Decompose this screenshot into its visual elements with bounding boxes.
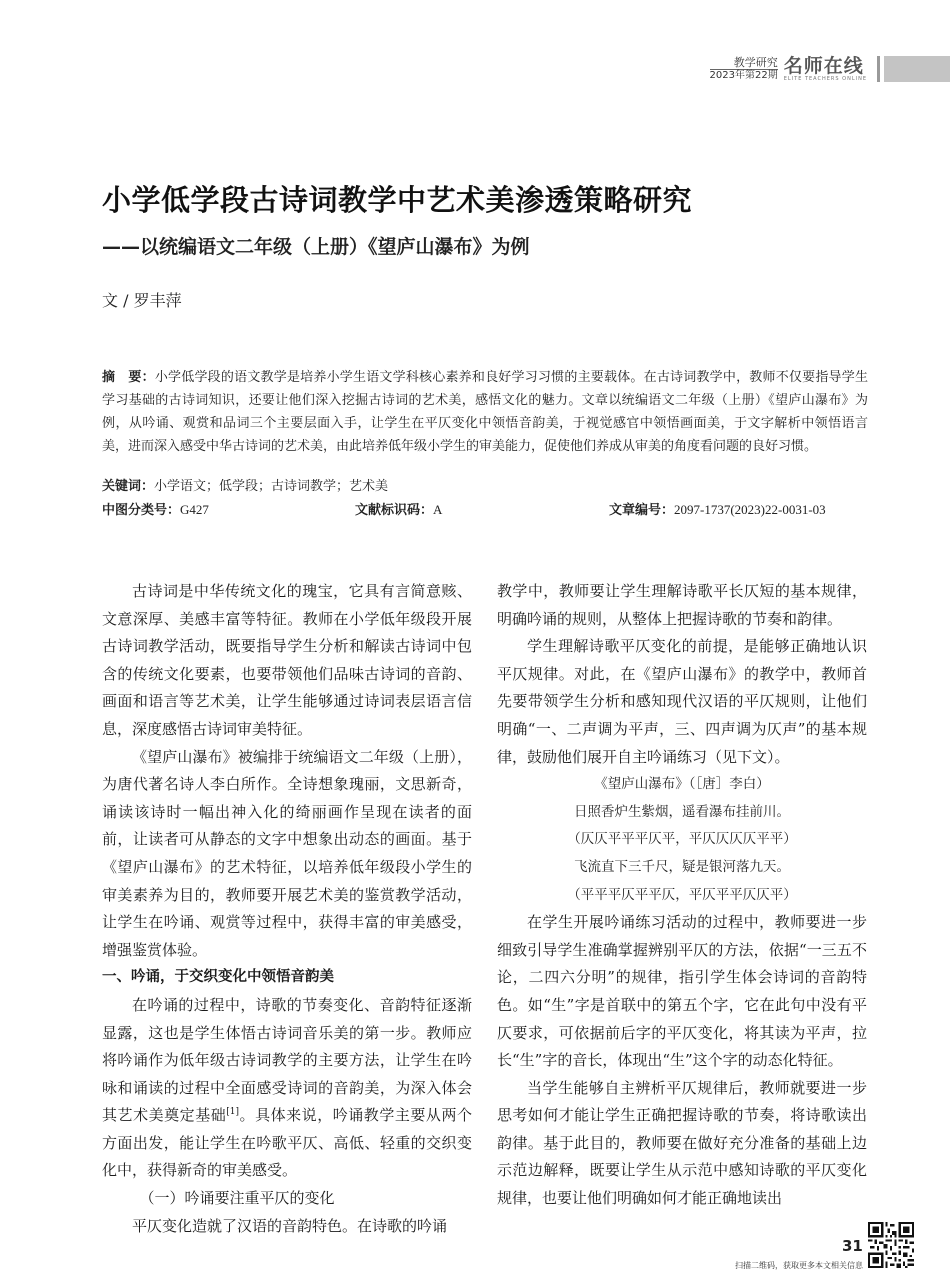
- document-code-value: A: [433, 502, 443, 517]
- keywords-label: 关键词：: [102, 479, 155, 494]
- clc-value: G427: [180, 502, 209, 517]
- paragraph: 古诗词是中华传统文化的瑰宝，它具有言简意赅、文意深厚、美感丰富等特征。教师在小学低年级段开展古诗词教学活动，既要指导学生分析和解读古诗词中包含的传统文化要素，也要带领他们品味古诗词的音韵、画面和语言等艺术美，让学生能够通过诗词表层语言信息，深度感悟古诗词审美特征。: [102, 582, 472, 738]
- paragraph-text: 在吟诵的过程中，诗歌的节奏变化、音韵特征逐渐显露，这也是学生体悟古诗词音乐美的第一步。教师应将吟诵作为低年级古诗词教学的主要方法，让学生在吟咏和诵读的过程中全面感受诗词的音韵美，为深入体会其艺术美奠定基础: [102, 995, 472, 1125]
- poem-title: 《望庐山瀑布》（［唐］李白）: [594, 776, 770, 793]
- poem-line: 飞流直下三千尺，疑是银河落九天。: [574, 858, 790, 875]
- clc-number: [102, 500, 209, 521]
- article-subtitle: ——以统编语文二年级（上册）《望庐山瀑布》为例: [102, 236, 530, 258]
- paragraph: 《望庐山瀑布》被编排于统编语文二年级（上册），为唐代著名诗人李白所作。全诗想象瑰丽，文思新奇，诵读该诗时一幅出神入化的绮丽画作呈现在读者的面前，让读者可从静态的文字中想象出动态的画面。基于《望庐山瀑布》的艺术特征，以培养低年级段小学生的审美素养为目的，教师要开展艺术美的鉴赏教学活动，让学生在吟诵、观赏等过程中，获得丰富的审美感受，增强鉴赏体验。: [102, 747, 472, 959]
- document-code: [355, 500, 442, 521]
- paragraph-text: 。具体来说，吟诵教学主要从两个方面出发，能让学生在吟歌平仄、高低、轻重的交织变化中，获得新奇的审美感受。: [102, 1106, 472, 1180]
- journal-section: 教学研究: [710, 56, 778, 70]
- keywords-text: 小学语文；低学段；古诗词教学；艺术美: [154, 479, 389, 494]
- journal-logo-text: 名师在线: [783, 54, 864, 77]
- abstract-label: 摘 要：: [102, 370, 155, 385]
- poem-line: 日照香炉生紫烟，遥看瀑布挂前川。: [574, 803, 790, 820]
- poem-tone-pattern: （平平平仄平平仄，平仄平平仄仄平）: [567, 886, 797, 903]
- article-number: [609, 500, 826, 521]
- header-meta: [710, 56, 778, 82]
- header-accent-bar: [877, 56, 880, 82]
- section-heading: 一、吟诵，于交织变化中领悟音韵美: [102, 969, 334, 986]
- paragraph: [102, 992, 472, 1185]
- clc-label: 中图分类号：: [102, 503, 181, 518]
- article-number-label: 文章编号：: [609, 503, 675, 518]
- journal-logo-subtitle: ELITE TEACHERS ONLINE: [783, 75, 867, 82]
- body-column-left: [102, 578, 472, 1240]
- poem-tone-pattern: （仄仄平平平仄平，平仄仄仄仄平平）: [567, 831, 797, 848]
- keywords: [102, 477, 388, 497]
- abstract-text: 小学低学段的语文教学是培养小学生语文学科核心素养和良好学习习惯的主要载体。在古诗词教学中，教师不仅要指导学生学习基础的古诗词知识，还要让他们深入挖掘古诗词的艺术美，感悟文化的魅力。文章以统编语文二年级（上册）《望庐山瀑布》为例，从吟诵、观赏和品词三个主要层面入手，让学生在平仄变化中领悟音韵美，于视觉感官中领悟画面美，于文字解析中领悟语言美，进而深入感受中华古诗词的艺术美，由此培养低年级小学生的审美能力，促使他们养成从审美的角度看问题的良好习惯。: [102, 370, 868, 454]
- body-column-right: [497, 578, 867, 1213]
- paragraph: 教学中，教师要让学生理解诗歌平长仄短的基本规律，明确吟诵的规则，从整体上把握诗歌的节奏和韵律。: [497, 582, 867, 628]
- qr-code-icon[interactable]: [868, 1222, 914, 1268]
- abstract: [102, 366, 868, 458]
- running-header: [710, 56, 950, 82]
- journal-issue: 2023年第22期: [709, 70, 778, 81]
- article-author: 文 / 罗丰萍: [102, 291, 182, 310]
- paragraph: 在学生开展吟诵练习活动的过程中，教师要进一步细致引导学生准确掌握辨别平仄的方法，依据“一三五不论，二四六分明”的规律，指引学生体会诗词的音韵特色。如“生”字是首联中的第五个字，它在此句中没有平仄要求，可依据前后字的平仄变化，将其读为平声，拉长“生”字的音长，体现出“生”这个字的动态化特征。: [497, 913, 867, 1070]
- article-number-value: 2097-1737(2023)22-0031-03: [674, 502, 826, 517]
- journal-logo: [784, 56, 867, 82]
- paragraph: 当学生能够自主辨析平仄规律后，教师就要进一步思考如何才能让学生正确把握诗歌的节奏，将诗歌读出韵律。基于此目的，教师要在做好充分准备的基础上边示范边解释，既要让学生从示范中感知诗歌的平仄变化规律，也要让他们明确如何才能正确地读出: [497, 1078, 867, 1208]
- page-number: 31: [842, 1237, 863, 1255]
- citation-ref: [1]: [226, 1107, 240, 1118]
- article-title: 小学低学段古诗词教学中艺术美渗透策略研究: [102, 183, 693, 217]
- document-code-label: 文献标识码：: [355, 503, 434, 518]
- paragraph: 学生理解诗歌平仄变化的前提，是能够正确地认识平仄规律。对此，在《望庐山瀑布》的教学中，教师首先要带领学生分析和感知现代汉语的平仄规则，让他们明确“一、二声调为平声，三、四声调为仄声”的基本规律，鼓励他们展开自主吟诵练习（见下文）。: [497, 637, 867, 766]
- qr-code-caption: 扫描二维码，获取更多本文相关信息: [735, 1261, 863, 1270]
- paragraph: 平仄变化造就了汉语的音韵特色。在诗歌的吟诵: [132, 1216, 448, 1235]
- header-gray-block: [884, 56, 950, 82]
- subsection-heading: （一）吟诵要注重平仄的变化: [139, 1189, 335, 1208]
